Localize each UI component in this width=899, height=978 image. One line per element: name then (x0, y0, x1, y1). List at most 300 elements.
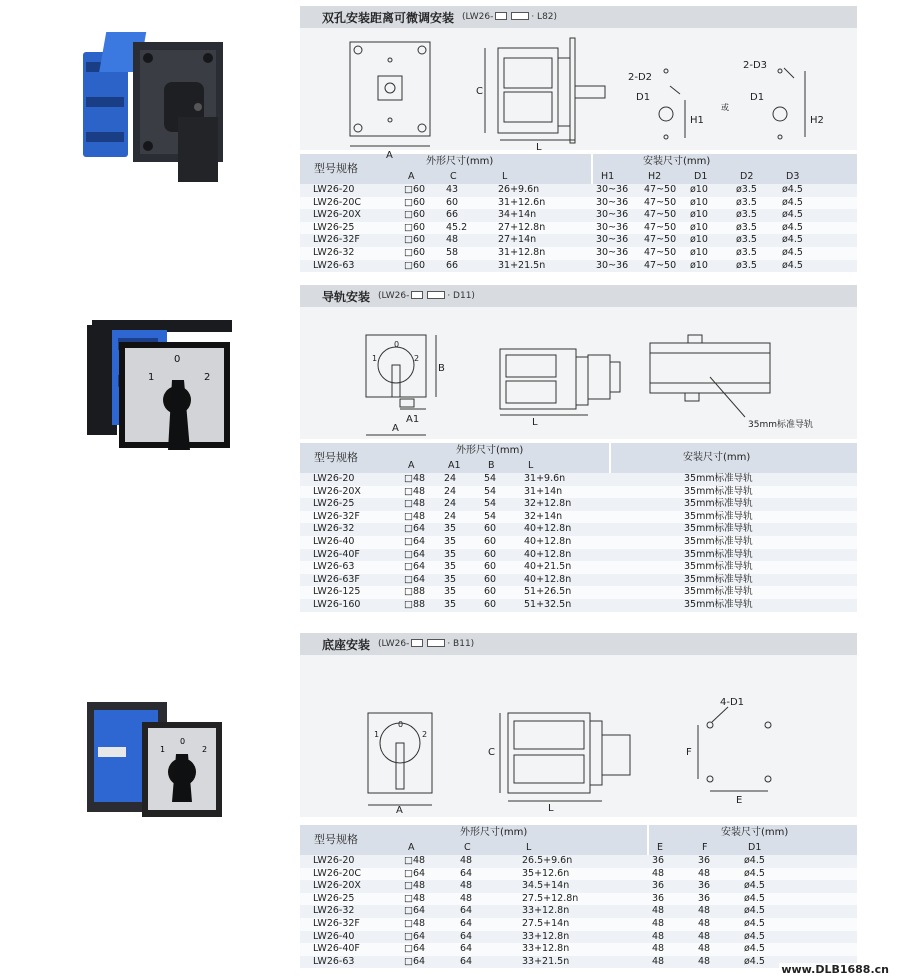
product-photo-panel-mount (78, 22, 238, 192)
svg-text:1: 1 (148, 372, 155, 383)
cell-value: 24 (440, 498, 480, 511)
cell-value: 48 (694, 868, 740, 881)
cell-value: 35 (440, 574, 480, 587)
dial-mark-1: 1 (374, 730, 380, 739)
dial-mark-0: 0 (398, 720, 404, 729)
cell-value: 40+12.8n (520, 523, 610, 536)
col-a: A (400, 459, 440, 473)
cell-value: 47~50 (640, 184, 686, 197)
cell-value: 30~36 (592, 260, 640, 273)
model-code: (LW26- · D11) (378, 291, 475, 301)
cell-value: 31+12.6n (494, 197, 592, 210)
cell-value: 47~50 (640, 260, 686, 273)
col-c: C (456, 841, 518, 855)
col-group-mount: 安装尺寸(mm) (648, 825, 857, 841)
table-row (300, 549, 857, 562)
cell-value: ø4.5 (740, 880, 857, 893)
table-row (300, 184, 857, 197)
cell-value: ø3.5 (732, 209, 778, 222)
cell-value: □88 (400, 586, 440, 599)
cell-value: 54 (480, 473, 520, 486)
cell-value: □64 (400, 956, 456, 969)
cell-value: 35mm标准导轨 (610, 561, 857, 574)
col-group-mount: 安装尺寸(mm) (610, 443, 857, 473)
spec-table-3 (300, 825, 857, 968)
cell-value: 48 (456, 880, 518, 893)
col-l: L (494, 170, 592, 184)
col-l: L (520, 459, 610, 473)
col-f: F (694, 841, 740, 855)
cell-value: 40+12.8n (520, 549, 610, 562)
cell-model: LW26-63 (300, 956, 400, 969)
svg-text:1: 1 (160, 745, 166, 754)
cell-value: □48 (400, 918, 456, 931)
cell-value: 64 (456, 943, 518, 956)
cell-value: 48 (648, 868, 694, 881)
cell-value: 60 (480, 536, 520, 549)
table-row (300, 574, 857, 587)
cell-value: 35mm标准导轨 (610, 599, 857, 612)
cell-model: LW26-20X (300, 209, 400, 222)
col-d2: D2 (732, 170, 778, 184)
cell-model: LW26-32F (300, 511, 400, 524)
cell-value: 27.5+14n (518, 918, 648, 931)
cell-value: 48 (694, 943, 740, 956)
cell-value: 60 (480, 523, 520, 536)
cell-value: ø4.5 (740, 905, 857, 918)
cell-value: ø4.5 (778, 222, 857, 235)
cell-value: 45.2 (442, 222, 494, 235)
table-row (300, 473, 857, 486)
cell-value: 48 (648, 918, 694, 931)
svg-text:2: 2 (204, 372, 211, 383)
section-base-mount (300, 633, 857, 968)
label-A: A (386, 150, 393, 161)
cell-value: ø4.5 (740, 931, 857, 944)
col-group-dims: 外形尺寸(mm) (400, 443, 610, 459)
cell-value: 36 (648, 880, 694, 893)
cell-value: □64 (400, 931, 456, 944)
cell-value: 24 (440, 486, 480, 499)
table-row (300, 222, 857, 235)
cell-model: LW26-20C (300, 868, 400, 881)
cell-value: 60 (480, 561, 520, 574)
cell-value: □48 (400, 473, 440, 486)
table-row (300, 486, 857, 499)
cell-value: 34.5+14n (518, 880, 648, 893)
cell-value: ø4.5 (740, 893, 857, 906)
cell-model: LW26-32 (300, 247, 400, 260)
cell-value: 48 (648, 956, 694, 969)
col-group-dims: 外形尺寸(mm) (400, 154, 592, 170)
cell-value: □64 (400, 561, 440, 574)
cell-value: 32+14n (520, 511, 610, 524)
cell-value: □48 (400, 855, 456, 868)
cell-value: 35 (440, 561, 480, 574)
cell-value: 35mm标准导轨 (610, 473, 857, 486)
cell-value: □64 (400, 549, 440, 562)
cell-value: ø4.5 (778, 184, 857, 197)
cell-model: LW26-40 (300, 536, 400, 549)
technical-drawing (300, 655, 857, 817)
cell-value: 35mm标准导轨 (610, 511, 857, 524)
cell-value: 35 (440, 523, 480, 536)
model-code: (LW26- · L82) (462, 12, 558, 22)
label-2-D3: 2-D3 (743, 60, 768, 71)
cell-value: 47~50 (640, 234, 686, 247)
cell-value: 54 (480, 498, 520, 511)
cell-value: 24 (440, 473, 480, 486)
cell-value: 40+21.5n (520, 561, 610, 574)
cell-value: ø10 (686, 260, 732, 273)
cell-value: 35 (440, 586, 480, 599)
spec-table-1 (300, 154, 857, 272)
cell-value: 48 (694, 931, 740, 944)
table-row (300, 586, 857, 599)
cell-value: 30~36 (592, 184, 640, 197)
col-e: E (648, 841, 694, 855)
section-header (300, 633, 857, 655)
section-header (300, 6, 857, 28)
spec-table-2 (300, 443, 857, 612)
cell-value: ø4.5 (740, 868, 857, 881)
label-B: B (438, 363, 445, 374)
label-H2: H2 (810, 115, 824, 126)
cell-value: 48 (648, 905, 694, 918)
label-E: E (736, 795, 743, 806)
label-C: C (476, 86, 483, 97)
cell-value: 35 (440, 549, 480, 562)
cell-value: 35+12.6n (518, 868, 648, 881)
dial-mark-0: 0 (394, 340, 400, 349)
cell-value: 36 (648, 893, 694, 906)
cell-value: ø4.5 (778, 247, 857, 260)
cell-value: 34+14n (494, 209, 592, 222)
cell-value: 26.5+9.6n (518, 855, 648, 868)
cell-value: 60 (480, 586, 520, 599)
product-photo-base-mount (82, 692, 232, 827)
cell-value: 33+12.8n (518, 905, 648, 918)
svg-text:2: 2 (202, 745, 208, 754)
label-C: C (488, 747, 495, 758)
label-2-D2: 2-D2 (628, 72, 653, 83)
col-model: 型号规格 (300, 443, 400, 473)
cell-value: 35 (440, 599, 480, 612)
cell-value: 31+21.5n (494, 260, 592, 273)
cell-value: 54 (480, 486, 520, 499)
cell-value: □48 (400, 498, 440, 511)
cell-model: LW26-25 (300, 498, 400, 511)
cell-model: LW26-32 (300, 905, 400, 918)
cell-value: ø4.5 (778, 197, 857, 210)
cell-value: 27+12.8n (494, 222, 592, 235)
cell-value: □60 (400, 197, 442, 210)
cell-value: 47~50 (640, 247, 686, 260)
label-A: A (396, 805, 403, 816)
table-row (300, 599, 857, 612)
cell-value: 33+21.5n (518, 956, 648, 969)
cell-value: □60 (400, 247, 442, 260)
cell-model: LW26-25 (300, 222, 400, 235)
cell-value: 60 (442, 197, 494, 210)
cell-value: ø10 (686, 247, 732, 260)
cell-value: □48 (400, 511, 440, 524)
cell-value: 43 (442, 184, 494, 197)
cell-value: 26+9.6n (494, 184, 592, 197)
cell-value: ø10 (686, 209, 732, 222)
cell-value: 31+9.6n (520, 473, 610, 486)
table-row (300, 511, 857, 524)
cell-value: 60 (480, 574, 520, 587)
col-group-dims: 外形尺寸(mm) (400, 825, 648, 841)
table-row (300, 855, 857, 868)
cell-value: □60 (400, 222, 442, 235)
label-A: A (392, 423, 399, 434)
cell-value: 51+26.5n (520, 586, 610, 599)
cell-value: 66 (442, 260, 494, 273)
cell-value: ø4.5 (778, 209, 857, 222)
table-row (300, 943, 857, 956)
section-double-hole-mount (300, 6, 857, 272)
label-L: L (536, 142, 542, 153)
table-row (300, 498, 857, 511)
cell-value: 36 (648, 855, 694, 868)
diagram-area (300, 655, 857, 817)
cell-value: 30~36 (592, 222, 640, 235)
cell-value: 47~50 (640, 209, 686, 222)
cell-value: □64 (400, 536, 440, 549)
cell-value: □64 (400, 943, 456, 956)
cell-value: ø4.5 (740, 956, 857, 969)
col-h1: H1 (592, 170, 640, 184)
cell-model: LW26-25 (300, 893, 400, 906)
section-title: 导轨安装 (322, 289, 371, 304)
cell-value: 48 (648, 943, 694, 956)
cell-value: 35mm标准导轨 (610, 586, 857, 599)
cell-model: LW26-40 (300, 931, 400, 944)
cell-value: □88 (400, 599, 440, 612)
cell-value: 48 (648, 931, 694, 944)
col-b: B (480, 459, 520, 473)
table-row (300, 523, 857, 536)
cell-value: ø4.5 (740, 943, 857, 956)
cell-value: ø10 (686, 197, 732, 210)
cell-value: 27+14n (494, 234, 592, 247)
table-row (300, 918, 857, 931)
cell-model: LW26-20X (300, 486, 400, 499)
cell-value: 33+12.8n (518, 931, 648, 944)
cell-value: 35mm标准导轨 (610, 498, 857, 511)
table-row (300, 260, 857, 273)
cell-model: LW26-63 (300, 260, 400, 273)
cell-model: LW26-20C (300, 197, 400, 210)
col-a: A (400, 841, 456, 855)
table-row (300, 536, 857, 549)
cell-value: 35 (440, 536, 480, 549)
cell-value: ø3.5 (732, 197, 778, 210)
cell-value: □64 (400, 523, 440, 536)
model-code: (LW26- · B11) (378, 639, 475, 649)
col-c: C (442, 170, 494, 184)
cell-model: LW26-63F (300, 574, 400, 587)
svg-text:0: 0 (180, 737, 186, 746)
diagram-area (300, 307, 857, 439)
dial-mark-1: 1 (372, 354, 378, 363)
label-D1-a: D1 (636, 92, 651, 103)
dial-mark-2: 2 (414, 354, 420, 363)
cell-value: 40+12.8n (520, 574, 610, 587)
table-row (300, 893, 857, 906)
table-row (300, 931, 857, 944)
cell-value: 36 (694, 855, 740, 868)
cell-value: 60 (480, 549, 520, 562)
cell-value: 33+12.8n (518, 943, 648, 956)
cell-value: 35mm标准导轨 (610, 523, 857, 536)
cell-value: □60 (400, 234, 442, 247)
cell-value: 30~36 (592, 197, 640, 210)
cell-value: 31+14n (520, 486, 610, 499)
cell-value: □48 (400, 880, 456, 893)
cell-value: □60 (400, 209, 442, 222)
label-rail: 35mm标准导轨 (748, 420, 813, 430)
cell-value: 66 (442, 209, 494, 222)
cell-value: 40+12.8n (520, 536, 610, 549)
col-model: 型号规格 (300, 825, 400, 855)
label-L: L (532, 417, 538, 428)
watermark: www.DLB1688.cn (781, 963, 889, 976)
table-row (300, 905, 857, 918)
cell-value: □48 (400, 486, 440, 499)
cell-value: 64 (456, 905, 518, 918)
cell-value: 64 (456, 918, 518, 931)
cell-value: ø3.5 (732, 184, 778, 197)
cell-value: □64 (400, 574, 440, 587)
cell-value: 35mm标准导轨 (610, 486, 857, 499)
cell-value: □64 (400, 905, 456, 918)
table-row (300, 868, 857, 881)
cell-model: LW26-32F (300, 918, 400, 931)
cell-value: □64 (400, 868, 456, 881)
cell-value: ø3.5 (732, 222, 778, 235)
cell-value: ø4.5 (778, 260, 857, 273)
col-d1: D1 (740, 841, 857, 855)
label-A1: A1 (406, 414, 420, 425)
col-a1: A1 (440, 459, 480, 473)
col-d1: D1 (686, 170, 732, 184)
cell-value: 35mm标准导轨 (610, 536, 857, 549)
cell-model: LW26-63 (300, 561, 400, 574)
cell-value: ø10 (686, 234, 732, 247)
product-photo-rail-mount (82, 300, 242, 465)
cell-model: LW26-125 (300, 586, 400, 599)
section-title: 底座安装 (322, 637, 371, 652)
cell-value: 32+12.8n (520, 498, 610, 511)
label-or: 或 (721, 103, 729, 112)
cell-model: LW26-40F (300, 549, 400, 562)
cell-value: 24 (440, 511, 480, 524)
cell-value: ø10 (686, 184, 732, 197)
technical-drawing (300, 307, 857, 439)
cell-value: 48 (442, 234, 494, 247)
svg-text:0: 0 (174, 354, 181, 365)
cell-model: LW26-32 (300, 523, 400, 536)
cell-value: ø3.5 (732, 234, 778, 247)
table-row (300, 247, 857, 260)
label-F: F (686, 747, 692, 758)
label-4-D1: 4-D1 (720, 697, 745, 708)
cell-value: 36 (694, 893, 740, 906)
cell-value: 54 (480, 511, 520, 524)
section-rail-mount (300, 285, 857, 612)
cell-value: 47~50 (640, 197, 686, 210)
cell-model: LW26-160 (300, 599, 400, 612)
table-row (300, 197, 857, 210)
col-model: 型号规格 (300, 154, 400, 184)
cell-model: LW26-20 (300, 855, 400, 868)
cell-value: 64 (456, 931, 518, 944)
cell-value: 30~36 (592, 234, 640, 247)
table-row (300, 209, 857, 222)
cell-value: □48 (400, 893, 456, 906)
cell-model: LW26-20 (300, 473, 400, 486)
table-row (300, 561, 857, 574)
cell-value: □60 (400, 260, 442, 273)
cell-value: ø10 (686, 222, 732, 235)
cell-value: 30~36 (592, 247, 640, 260)
cell-model: LW26-20X (300, 880, 400, 893)
col-a: A (400, 170, 442, 184)
cell-value: 48 (694, 918, 740, 931)
cell-value: ø4.5 (778, 234, 857, 247)
cell-model: LW26-20 (300, 184, 400, 197)
section-title: 双孔安装距离可微调安装 (322, 10, 455, 25)
cell-value: ø3.5 (732, 260, 778, 273)
cell-value: 48 (694, 956, 740, 969)
cell-value: 64 (456, 868, 518, 881)
cell-value: 60 (480, 599, 520, 612)
cell-value: 48 (456, 893, 518, 906)
col-h2: H2 (640, 170, 686, 184)
col-group-mount: 安装尺寸(mm) (592, 154, 857, 170)
cell-value: 35mm标准导轨 (610, 549, 857, 562)
cell-value: 31+12.8n (494, 247, 592, 260)
cell-value: 27.5+12.8n (518, 893, 648, 906)
label-L: L (548, 803, 554, 814)
cell-value: 30~36 (592, 209, 640, 222)
dial-mark-2: 2 (422, 730, 428, 739)
cell-value: 47~50 (640, 222, 686, 235)
cell-value: 64 (456, 956, 518, 969)
cell-value: ø4.5 (740, 855, 857, 868)
cell-value: □60 (400, 184, 442, 197)
cell-value: 35mm标准导轨 (610, 574, 857, 587)
cell-value: 58 (442, 247, 494, 260)
table-row (300, 880, 857, 893)
cell-model: LW26-40F (300, 943, 400, 956)
section-header (300, 285, 857, 307)
cell-value: ø3.5 (732, 247, 778, 260)
table-row (300, 234, 857, 247)
cell-model: LW26-32F (300, 234, 400, 247)
label-D1-b: D1 (750, 92, 765, 103)
table-row (300, 956, 857, 969)
cell-value: 36 (694, 880, 740, 893)
cell-value: ø4.5 (740, 918, 857, 931)
col-d3: D3 (778, 170, 857, 184)
cell-value: 51+32.5n (520, 599, 610, 612)
cell-value: 48 (694, 905, 740, 918)
label-H1: H1 (690, 115, 704, 126)
